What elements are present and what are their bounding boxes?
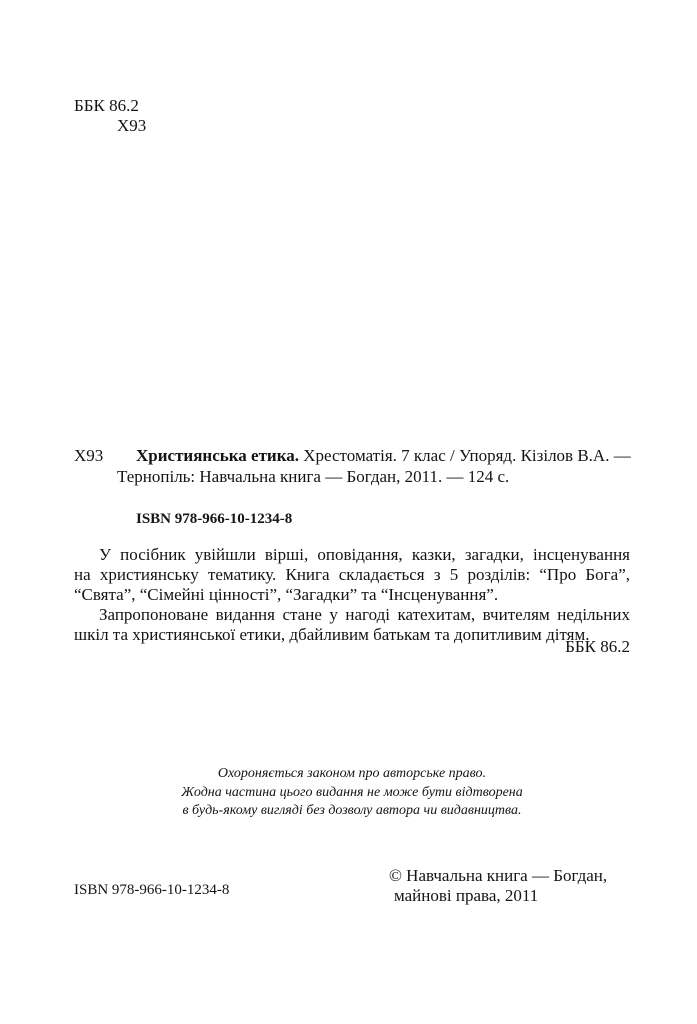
publisher-copyright-line-1: © Навчальна книга — Богдан, — [389, 866, 608, 885]
catalog-mark: Х93 — [74, 446, 104, 465]
catalog-description-line-2: Тернопіль: Навчальна книга — Богдан, 2011. — 124 с. — [117, 467, 510, 486]
catalog-isbn: ISBN 978-966-10-1234-8 — [136, 511, 293, 527]
annotation-line: “Свята”, “Сімейні цінності”, “Загадки” та “Інсценування”. — [74, 585, 499, 604]
footer-isbn: ISBN 978-966-10-1234-8 — [74, 882, 230, 898]
copyright-notice-line: Жодна частина цього видання не може бути відтворена — [181, 784, 523, 800]
copyright-notice-line: Охороняється законом про авторське право. — [217, 766, 487, 781]
book-title: Християнська етика. — [136, 446, 300, 465]
annotation — [74, 545, 630, 645]
bbk-code: ББК 86.2 — [74, 96, 139, 115]
copyright-notice-line: в будь-якому вигляді без дозволу автора чи видавництва. — [182, 803, 522, 818]
annotation-line: на християнську тематику. Книга складається з 5 розділів: “Про Бога”, — [74, 565, 630, 584]
annotation-bbk: ББК 86.2 — [565, 637, 630, 656]
catalog-description-line-1 — [136, 446, 631, 466]
annotation-line: Запропоноване видання стане у нагоді катехитам, вчителям недільних — [99, 605, 630, 624]
description-text: Хрестоматія. 7 клас / Упоряд. Кізілов В.А. — — [299, 446, 631, 465]
publisher-copyright-line-2: майнові права, 2011 — [394, 886, 539, 905]
bbk-author-mark: Х93 — [117, 116, 147, 135]
annotation-line: шкіл та християнської етики, дбайливим батькам та допитливим дітям. — [74, 625, 590, 644]
annotation-line: У посібник увійшли вірші, оповідання, казки, загадки, інсценування — [99, 545, 630, 564]
copyright-notice — [74, 765, 630, 821]
